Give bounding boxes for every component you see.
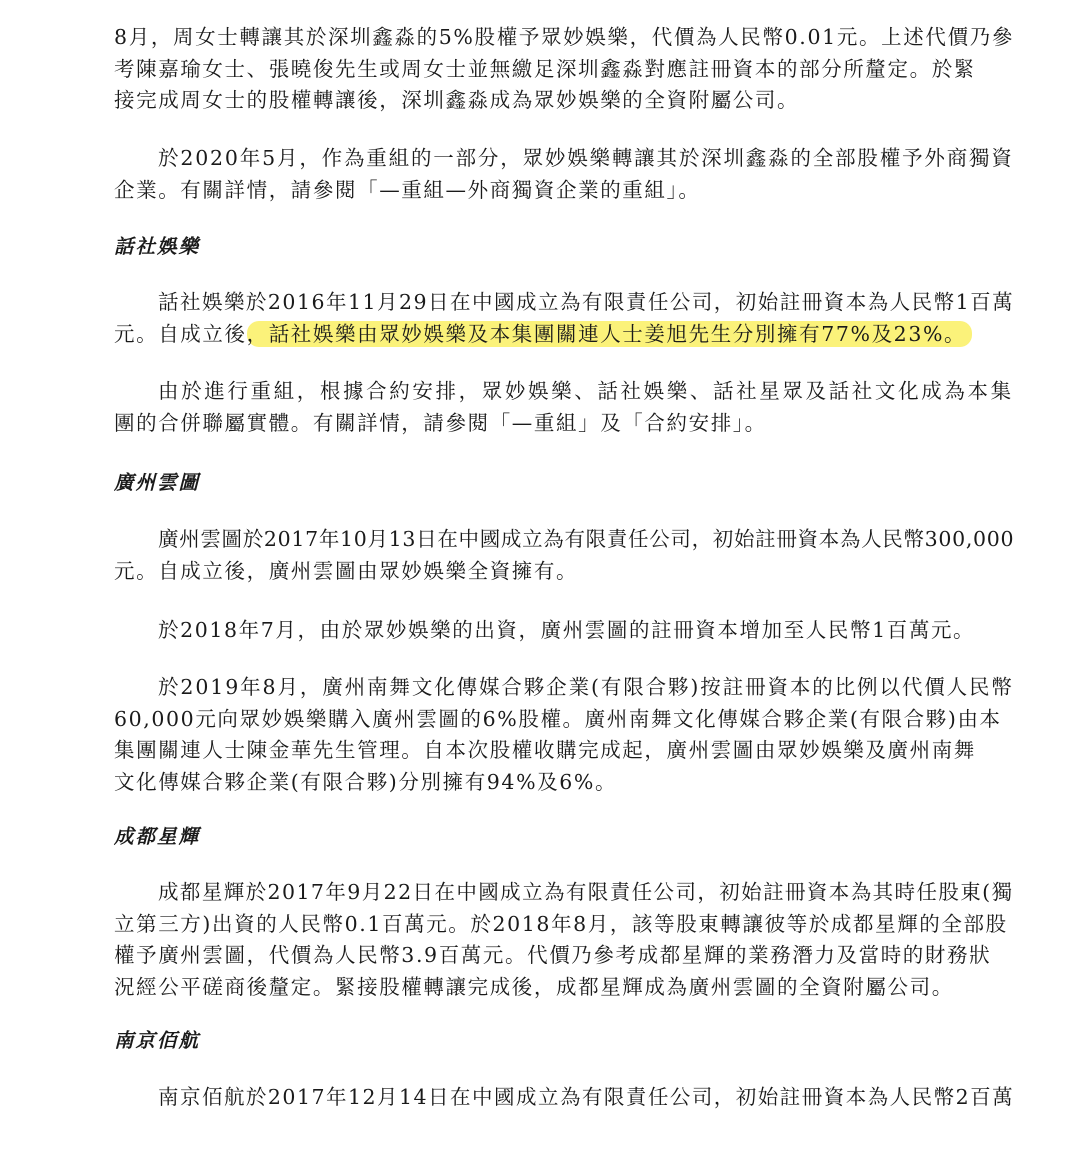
text-line: 由於進行重組，根據合約安排，眾妙娛樂、話社娛樂、話社星眾及話社文化成為本集 [158, 379, 1014, 403]
text-line: 於2019年8月，廣州南舞文化傳媒合夥企業(有限合夥)按註冊資本的比例以代價人民幣 [158, 675, 1014, 699]
text-line: 況經公平磋商後釐定。緊接股權轉讓完成後，成都星輝成為廣州雲圖的全資附屬公司。 [114, 974, 954, 999]
text-line: 企業。有關詳情，請參閱「—重組—外商獨資企業的重組」。 [114, 177, 701, 202]
highlighted-text: ，話社娛樂由眾妙娛樂及本集團關連人士姜旭先生分別擁有77%及23%。 [247, 321, 973, 347]
text-line: 於2018年7月，由於眾妙娛樂的出資，廣州雲圖的註冊資本增加至人民幣1百萬元。 [158, 618, 976, 642]
text-line: 成都星輝於2017年9月22日在中國成立為有限責任公司，初始註冊資本為其時任股東(獨 [158, 880, 1014, 904]
paragraph-contractual-arrangements [114, 376, 1014, 439]
section-heading-nanjing-baihang: 南京佰航 [114, 1029, 201, 1052]
text-line: 文化傳媒合夥企業(有限合夥)分別擁有94%及6%。 [114, 769, 618, 794]
paragraph-huashe-entertainment [114, 287, 1014, 350]
text-line: 於2020年5月，作為重組的一部分，眾妙娛樂轉讓其於深圳鑫淼的全部股權予外商獨資 [158, 146, 1014, 170]
section-heading-huashe-entertainment: 話社娛樂 [114, 235, 201, 258]
paragraph-guangzhou-yuntu-establishment [114, 524, 1014, 587]
paragraph-guangzhou-nanwu-acquisition [114, 672, 1014, 798]
section-heading-chengdu-xinghui: 成都星輝 [114, 825, 201, 848]
paragraph-nanjing-baihang [114, 1082, 1014, 1114]
text-segment: 元。自成立後 [114, 321, 247, 346]
text-line: 立第三方)出資的人民幣0.1百萬元。於2018年8月，該等股東轉讓彼等於成都星輝的全部股 [114, 911, 1008, 936]
section-heading-guangzhou-yuntu: 廣州雲圖 [114, 471, 201, 494]
text-line: 團的合併聯屬實體。有關詳情，請參閱「—重組」及「合約安排」。 [114, 410, 767, 435]
paragraph-chengdu-xinghui [114, 877, 1014, 1003]
text-line: 8月，周女士轉讓其於深圳鑫淼的5%股權予眾妙娛樂，代價為人民幣0.01元。上述代價乃參 [114, 25, 1015, 49]
paragraph-guangzhou-yuntu-capital-increase [114, 615, 975, 647]
text-line: 考陳嘉瑜女士、張曉俊先生或周女士並無繳足深圳鑫淼對應註冊資本的部分所釐定。於緊 [114, 56, 976, 81]
text-line [114, 319, 1014, 351]
paragraph-reorganization-2020 [114, 143, 1014, 206]
text-line: 60,000元向眾妙娛樂購入廣州雲圖的6%股權。廣州南舞文化傳媒合夥企業(有限合夥)由本 [114, 706, 1002, 731]
text-line: 話社娛樂於2016年11月29日在中國成立為有限責任公司，初始註冊資本為人民幣1百萬 [158, 290, 1015, 314]
text-line: 元。自成立後，廣州雲圖由眾妙娛樂全資擁有。 [114, 558, 579, 583]
text-line: 權予廣州雲圖，代價為人民幣3.9百萬元。代價乃參考成都星輝的業務潛力及當時的財務狀 [114, 943, 992, 967]
text-line: 南京佰航於2017年12月14日在中國成立為有限責任公司，初始註冊資本為人民幣2百萬 [158, 1085, 1015, 1109]
paragraph-shenzhen-xinmiao-transfer [114, 22, 1014, 117]
text-line: 集團關連人士陳金華先生管理。自本次股權收購完成起，廣州雲圖由眾妙娛樂及廣州南舞 [114, 738, 976, 762]
text-line: 廣州雲圖於2017年10月13日在中國成立為有限責任公司，初始註冊資本為人民幣300,000 [158, 527, 1015, 551]
text-line: 接完成周女士的股權轉讓後，深圳鑫淼成為眾妙娛樂的全資附屬公司。 [114, 88, 800, 112]
